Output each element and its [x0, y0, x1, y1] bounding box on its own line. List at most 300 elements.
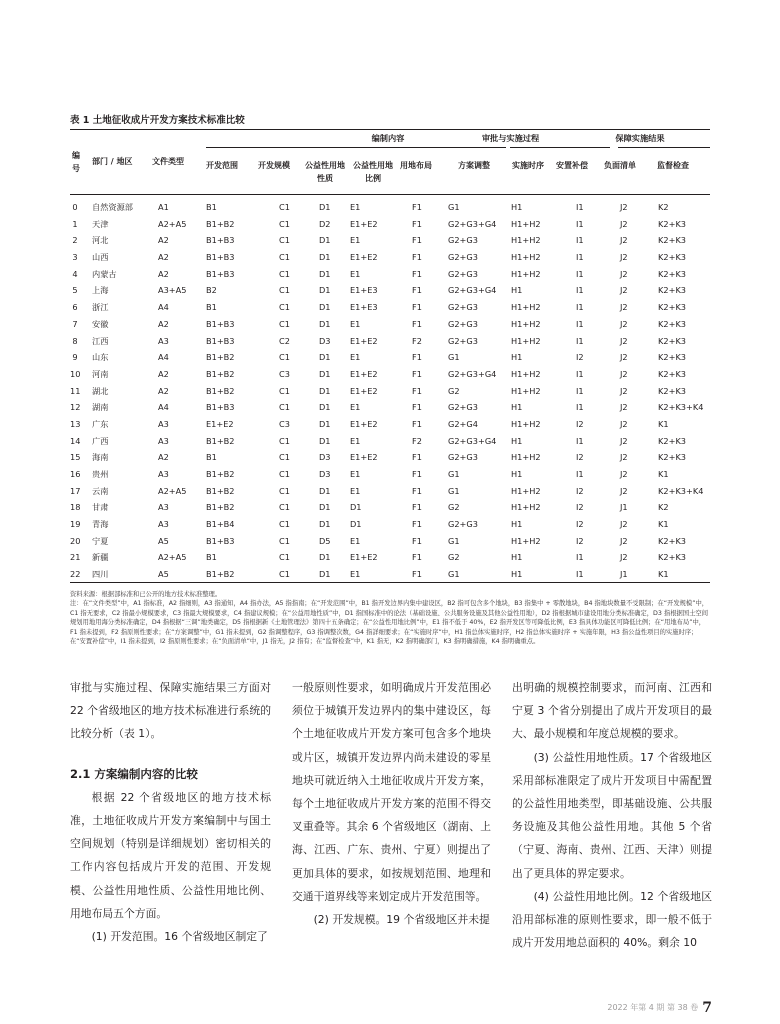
table-cell: I1: [576, 552, 584, 563]
table-cell: B1: [206, 202, 217, 212]
header-negative: 负面清单: [604, 161, 636, 170]
table-cell: I1: [576, 285, 584, 296]
table-cell: J2: [620, 268, 628, 279]
header-adjust: 方案调整: [458, 161, 490, 170]
table-cell: C3: [279, 368, 290, 379]
table-cell: 3: [72, 252, 78, 263]
table-cell: J2: [620, 385, 628, 396]
table-cell: D1: [319, 418, 331, 429]
table-cell: G2+G3: [448, 252, 478, 263]
table-cell: A2: [158, 268, 169, 279]
header-supervision: 监督检查: [657, 161, 689, 170]
group-edit: 编制内容: [371, 133, 405, 143]
table-cell: B1+B2: [206, 385, 235, 396]
table-cell: D1: [319, 318, 331, 329]
table-cell: B1+B2: [206, 352, 235, 363]
table-cell: I1: [576, 318, 584, 329]
table-cell: D1: [319, 268, 331, 279]
table-cell: 广西: [92, 435, 109, 446]
table-cell: E1: [350, 485, 361, 496]
table-cell: C1: [279, 402, 290, 413]
table-cell: A3: [158, 502, 169, 513]
table-cell: D1: [319, 569, 331, 580]
table-cell: 青海: [92, 519, 109, 530]
table-row: [70, 199, 710, 216]
table-cell: I2: [576, 519, 584, 530]
group-guarantee: 保障实施结果: [615, 133, 665, 143]
table-cell: 河南: [92, 368, 109, 379]
table-cell: K2+K3: [658, 268, 687, 279]
table-cell: 22: [70, 569, 81, 580]
table-row: [70, 232, 710, 249]
table-cell: F1: [412, 385, 422, 396]
table-cell: K2: [658, 502, 669, 513]
table-cell: D1: [319, 202, 331, 212]
table-bottom-rule: [70, 582, 710, 583]
table-cell: H1+H2: [511, 385, 541, 396]
table-cell: D1: [319, 402, 331, 413]
table-cell: 10: [70, 368, 81, 379]
table-cell: H1+H2: [511, 418, 541, 429]
table-row: [70, 566, 710, 583]
table-cell: D2: [319, 218, 331, 229]
table-cell: I1: [576, 252, 584, 263]
table-cell: J2: [620, 402, 628, 413]
table-cell: D1: [319, 502, 331, 513]
table-cell: J2: [620, 352, 628, 363]
table-cell: H1+H2: [511, 252, 541, 263]
table-cell: A3: [158, 418, 169, 429]
table-cell: 新疆: [92, 552, 109, 563]
table-cell: K1: [658, 569, 669, 580]
table-cell: C1: [279, 218, 290, 229]
table-cell: A3: [158, 519, 169, 530]
table-cell: E1: [350, 235, 361, 246]
table-cell: B1+B3: [206, 335, 235, 346]
table-cell: I1: [576, 202, 584, 212]
table-cell: K2+K3: [658, 435, 687, 446]
table-cell: D1: [319, 235, 331, 246]
table-top-rule: [70, 129, 710, 130]
table-cell: J1: [620, 502, 628, 513]
table-cell: H1+H2: [511, 502, 541, 513]
table-cell: B1: [206, 302, 217, 313]
table-cell: I1: [576, 402, 584, 413]
table-cell: 自然资源部: [92, 202, 133, 212]
table-cell: A5: [158, 535, 169, 546]
table-cell: H1: [511, 285, 523, 296]
table-row: [70, 216, 710, 233]
issue-info: 2022 年第 4 期 第 38 卷: [607, 1003, 699, 1012]
table-cell: E1: [350, 469, 361, 479]
table-cell: 4: [72, 268, 78, 279]
table-cell: G2+G3+G4: [448, 285, 497, 296]
table-cell: E1: [350, 352, 361, 363]
table-cell: F1: [412, 519, 422, 530]
table-cell: J2: [620, 218, 628, 229]
table-title: 表 1 土地征收成片开发方案技术标准比较: [70, 115, 245, 126]
table-cell: D1: [319, 285, 331, 296]
table-row: [70, 516, 710, 533]
table-cell: H1+H2: [511, 485, 541, 496]
table-cell: H1+H2: [511, 218, 541, 229]
table-cell: F1: [412, 302, 422, 313]
header-doc: 文件类型: [152, 157, 184, 166]
table-cell: C1: [279, 552, 290, 563]
table-cell: E1+E2: [350, 418, 378, 429]
table-cell: A2: [158, 235, 169, 246]
table-cell: H1: [511, 552, 523, 563]
table-cell: E1: [350, 268, 361, 279]
table-cell: K2+K3+K4: [658, 485, 704, 496]
table-cell: B1+B2: [206, 485, 235, 496]
table-cell: B1+B2: [206, 502, 235, 513]
table-cell: G2: [448, 552, 460, 563]
table-cell: I1: [576, 302, 584, 313]
table-cell: A2: [158, 252, 169, 263]
table-cell: F1: [412, 452, 422, 463]
table-cell: I1: [576, 469, 584, 479]
table-cell: E1+E2: [350, 218, 378, 229]
table-cell: 17: [70, 485, 81, 496]
table-cell: I2: [576, 535, 584, 546]
table-cell: 甘肃: [92, 502, 109, 513]
table-row: [70, 399, 710, 416]
table-cell: F1: [412, 502, 422, 513]
table-cell: K2+K3: [658, 285, 687, 296]
paragraph: (1) 开发范围。16 个省级地区制定了: [91, 930, 268, 944]
table-cell: J2: [620, 435, 628, 446]
table-cell: I1: [576, 218, 584, 229]
table-cell: G2+G4: [448, 418, 478, 429]
table-cell: D1: [319, 485, 331, 496]
table-cell: J2: [620, 469, 628, 479]
table-cell: B1+B3: [206, 268, 235, 279]
table-cell: 1: [72, 218, 78, 229]
table-cell: K2+K3: [658, 452, 687, 463]
table-cell: E1+E3: [350, 302, 378, 313]
table-cell: E1+E2: [206, 418, 234, 429]
table-cell: H1: [511, 402, 523, 413]
table-cell: A3: [158, 469, 169, 479]
table-row: [70, 499, 710, 516]
table-cell: H1: [511, 435, 523, 446]
header-dept: 部门 / 地区: [92, 157, 133, 166]
page-footer: [607, 1000, 712, 1016]
table-cell: F1: [412, 352, 422, 363]
table-cell: J2: [620, 318, 628, 329]
table-cell: 宁夏: [92, 535, 109, 546]
table-cell: H1: [511, 469, 523, 479]
table-cell: K2+K3: [658, 302, 687, 313]
table-cell: F2: [412, 335, 422, 346]
table-cell: 20: [70, 535, 81, 546]
table-cell: I1: [576, 368, 584, 379]
section-heading: 2.1 方案编制内容的比较: [70, 766, 198, 781]
group-edit-rule: [206, 147, 506, 148]
table-cell: 四川: [92, 569, 109, 580]
table-cell: G2+G3: [448, 268, 478, 279]
table-cell: D3: [319, 335, 331, 346]
table-cell: I1: [576, 335, 584, 346]
table-cell: C1: [279, 469, 290, 479]
table-cell: H1: [511, 519, 523, 530]
table-cell: K2+K3: [658, 335, 687, 346]
table-cell: B1+B2: [206, 469, 235, 479]
table-cell: B1: [206, 552, 217, 563]
table-cell: D1: [319, 385, 331, 396]
table-cell: C1: [279, 285, 290, 296]
table-cell: F1: [412, 218, 422, 229]
table-cell: J2: [620, 368, 628, 379]
table-cell: F1: [412, 535, 422, 546]
table-cell: K1: [658, 519, 669, 530]
table-cell: C3: [279, 418, 290, 429]
table-cell: F1: [412, 252, 422, 263]
table-cell: B1+B3: [206, 535, 235, 546]
table-cell: G2+G3+G4: [448, 368, 497, 379]
table-cell: H1+H2: [511, 302, 541, 313]
table-cell: I2: [576, 452, 584, 463]
group-approve: 审批与实施过程: [481, 133, 540, 143]
body-column-1: [70, 676, 271, 948]
header-no: 编号: [72, 151, 80, 173]
table-cell: K2+K3+K4: [658, 402, 704, 413]
table-cell: H1+H2: [511, 318, 541, 329]
table-cell: C2: [279, 335, 290, 346]
table-cell: G1: [448, 485, 460, 496]
table-cell: E1: [350, 535, 361, 546]
table-cell: K2+K3: [658, 368, 687, 379]
header-public-nature: 公益性用地性质: [305, 161, 345, 183]
table-row: [70, 299, 710, 316]
table-cell: 浙江: [92, 302, 109, 313]
table-cell: D1: [319, 352, 331, 363]
paragraph: (3) 公益性用地性质。17 个省级地区采用部标准限定了成片开发项目中需配置的公益性用地类型，即基础设施、公共服务设施及其他公益性用地。其他 5 个省（宁夏、海南、贵州、江西、天津）则提出了更具体的界定要求。: [512, 750, 712, 880]
table-cell: E1+E2: [350, 452, 378, 463]
table-cell: C1: [279, 535, 290, 546]
table-cell: H1: [511, 202, 523, 212]
table-header-rule: [70, 194, 710, 195]
table-cell: D3: [319, 452, 331, 463]
table-row: [70, 383, 710, 400]
table-cell: E1+E2: [350, 385, 378, 396]
table-cell: H1: [511, 352, 523, 363]
table-note: 注：在“文件类型”中，A1 指标准，A2 指细则，A3 指通知，A4 指办法，A5 指指南；在“开发范围”中，B1 指开发边界内集中建设区，B2 指可包含多个地块，B3 指集中 + 零散地块，B4 指地块数量不受限制；在“开发规模”中，C1 指无要求，C2 指最小规模要求，C3 指最大规模要求，C4 指建议规模；在“公益用地性质”中，D1 指国标准中的论法（基础设施、公共服务设施及其他公益性用地），D2 指根据城市建设用地分类标准确定，D3 指根据国土空间规划用地用海分类标准确定，D4 指根据“三调”地类确定，D5 指根据新《土地管理法》第四十五条确定；在“公益性用地比例”中，E1 指不低于 40%，E2 指开发区等可降低比例，E3 指具体功能区可降低比例；在“用地布局”中，F1 指未提到，F2 指原则性要求；在“方案调整”中，G1 指未提到，G2 指调整程序，G3 指调整次数，G4 指詳细要求；在“实施时序”中，H1 指总体实施时序，H2 指总体实施时序 + 实施年限，H3 指公益性项目的实施时序；在“安置补偿”中，I1 指未提到，I2 指原则性要求；在“负面清单”中，J1 指无，J2 指有；在“监督检查”中，K1 指无，K2 指明确部门，K3 指明确措施，K4 指明确重点。: [70, 600, 709, 646]
table-cell: G1: [448, 569, 460, 580]
table-cell: B1+B3: [206, 318, 235, 329]
table-cell: K2+K3: [658, 235, 687, 246]
table-cell: 2: [72, 235, 78, 246]
page-number: 7: [702, 1000, 712, 1016]
table-cell: I1: [576, 435, 584, 446]
body-column-2: [292, 676, 491, 931]
table-cell: J2: [620, 519, 628, 530]
table-cell: A2: [158, 452, 169, 463]
table-cell: F1: [412, 268, 422, 279]
table-cell: 海南: [92, 452, 109, 463]
table-row: [70, 416, 710, 433]
table-cell: F1: [412, 469, 422, 479]
table-cell: 13: [70, 418, 81, 429]
table-cell: A2: [158, 385, 169, 396]
table-row: [70, 549, 710, 566]
table-row: [70, 433, 710, 450]
table-cell: G2: [448, 385, 460, 396]
table-cell: 安徽: [92, 318, 109, 329]
table-cell: I2: [576, 418, 584, 429]
table-cell: E1+E2: [350, 368, 378, 379]
table-cell: J2: [620, 202, 628, 212]
table-cell: I1: [576, 268, 584, 279]
table-cell: 上海: [92, 285, 109, 296]
table-cell: 贵州: [92, 469, 109, 479]
table-cell: A3: [158, 335, 169, 346]
table-cell: B1+B4: [206, 519, 235, 530]
table-cell: B1+B2: [206, 569, 235, 580]
table-cell: G2+G3: [448, 402, 478, 413]
table-cell: C1: [279, 519, 290, 530]
table-cell: 21: [70, 552, 81, 563]
table-row: [70, 249, 710, 266]
table-cell: 14: [70, 435, 81, 446]
table-cell: F1: [412, 202, 422, 212]
table-cell: C1: [279, 485, 290, 496]
table-cell: 湖北: [92, 385, 109, 396]
table-cell: E1: [350, 435, 361, 446]
table-cell: K2: [658, 202, 669, 212]
table-cell: A2+A5: [158, 485, 187, 496]
table-cell: E1+E2: [350, 552, 378, 563]
table-cell: 山西: [92, 252, 109, 263]
table-cell: 山东: [92, 352, 109, 363]
table-cell: B1+B2: [206, 368, 235, 379]
table-cell: J2: [620, 552, 628, 563]
table-cell: C1: [279, 268, 290, 279]
table-cell: G2+G3: [448, 318, 478, 329]
table-cell: C1: [279, 252, 290, 263]
paragraph: 根据 22 个省级地区的地方技术标准，土地征收成片开发方案编制中与国土空间规划（特别是详细规划）密切相关的工作内容包括成片开发的范围、开发规模、公益性用地性质、公益性用地比例、用地布局五个方面。: [70, 790, 271, 920]
table-cell: F1: [412, 235, 422, 246]
table-row: [70, 333, 710, 350]
table-cell: 6: [72, 302, 78, 313]
table-cell: G2+G3: [448, 335, 478, 346]
table-cell: F1: [412, 552, 422, 563]
table-cell: G1: [448, 352, 460, 363]
table-cell: 河北: [92, 235, 109, 246]
table-cell: E1: [350, 402, 361, 413]
table-cell: A3: [158, 435, 169, 446]
table-cell: D1: [350, 502, 362, 513]
table-cell: H1+H2: [511, 268, 541, 279]
table-cell: A2+A5: [158, 552, 187, 563]
table-cell: I2: [576, 352, 584, 363]
table-cell: I1: [576, 385, 584, 396]
table-cell: E1+E3: [350, 285, 378, 296]
table-row: [70, 366, 710, 383]
table-cell: B1+B2: [206, 435, 235, 446]
table-cell: I2: [576, 502, 584, 513]
table-cell: D1: [319, 368, 331, 379]
table-cell: D1: [350, 519, 362, 530]
table-cell: 0: [72, 202, 78, 212]
table-row: [70, 316, 710, 333]
table-cell: J2: [620, 452, 628, 463]
table-cell: C1: [279, 435, 290, 446]
table-cell: 16: [70, 469, 81, 479]
table-cell: F1: [412, 368, 422, 379]
table-cell: K2+K3: [658, 385, 687, 396]
header-public-ratio: 公益性用地比例: [353, 161, 393, 183]
table-source: 资料来源：根据部标准和已公开的地方技术标准整理。: [70, 591, 222, 598]
table-cell: E1: [350, 202, 361, 212]
table-cell: G1: [448, 535, 460, 546]
table-cell: 湖南: [92, 402, 109, 413]
paragraph: 审批与实施过程、保障实施结果三方面对 22 个省级地区的地方技术标准进行系统的比较分析（表 1）。: [70, 681, 271, 741]
table-cell: G1: [448, 202, 460, 212]
table-cell: C1: [279, 502, 290, 513]
table-cell: F1: [412, 569, 422, 580]
table-cell: G2+G3+G4: [448, 218, 497, 229]
table-row: [70, 466, 710, 483]
table-cell: 11: [70, 385, 81, 396]
table-cell: J2: [620, 285, 628, 296]
table-cell: A2: [158, 318, 169, 329]
table-cell: E1+E2: [350, 335, 378, 346]
table-cell: A3+A5: [158, 285, 187, 296]
table-cell: 5: [72, 285, 78, 296]
table-cell: K2+K3: [658, 352, 687, 363]
table-cell: A4: [158, 402, 169, 413]
table-cell: C1: [279, 385, 290, 396]
table-cell: H1+H2: [511, 235, 541, 246]
table-cell: K2+K3: [658, 535, 687, 546]
paragraph: 一般原则性要求，如明确成片开发范围必须位于城镇开发边界内的集中建设区，每个土地征收成片开发方案可包含多个地块或片区，城镇开发边界内尚未建设的零星地块可就近纳入土地征收成片开发方案，每个土地征收成片开发方案的范围不得交叉重叠等。其余 6 个省级地区（湖南、上海、江西、广东、贵州、宁夏）则提出了更加具体的要求，如按规划范围、地理和交通干道界线等来划定成片开发范围等。: [292, 681, 491, 903]
paragraph: (4) 公益性用地比例。12 个省级地区沿用部标准的原则性要求，即一般不低于成片开发用地总面积的 40%。剩余 10: [512, 889, 712, 950]
header-timing: 实施时序: [512, 161, 544, 170]
table-cell: 18: [70, 502, 81, 513]
table-cell: A4: [158, 352, 169, 363]
table-cell: K1: [658, 469, 669, 479]
table-cell: J2: [620, 418, 628, 429]
table-cell: E1: [350, 318, 361, 329]
table-cell: K2+K3: [658, 552, 687, 563]
table-cell: 19: [70, 519, 81, 530]
table-cell: A2+A5: [158, 218, 187, 229]
table-cell: G2+G3: [448, 235, 478, 246]
header-scope: 开发范围: [206, 161, 238, 170]
table-cell: C1: [279, 318, 290, 329]
table-cell: F1: [412, 418, 422, 429]
table-cell: I1: [576, 569, 584, 580]
table-cell: D1: [319, 435, 331, 446]
table-cell: F1: [412, 318, 422, 329]
table-cell: E1: [350, 569, 361, 580]
table-cell: B1+B2: [206, 218, 235, 229]
table-cell: C1: [279, 302, 290, 313]
table-cell: D1: [319, 552, 331, 563]
table-cell: E1+E2: [350, 252, 378, 263]
group-approve-rule: [510, 147, 610, 148]
table-cell: 9: [72, 352, 78, 363]
paragraph: 出明确的规模控制要求，而河南、江西和宁夏 3 个省分别提出了成片开发项目的最大、最小规模和年度总规模的要求。: [512, 681, 712, 741]
table-row: [70, 483, 710, 500]
table-cell: J2: [620, 235, 628, 246]
table-body: [70, 199, 710, 583]
header-layout: 用地布局: [400, 161, 432, 170]
paragraph: (2) 开发规模。19 个省级地区并未提: [313, 913, 490, 927]
table-cell: I1: [576, 235, 584, 246]
